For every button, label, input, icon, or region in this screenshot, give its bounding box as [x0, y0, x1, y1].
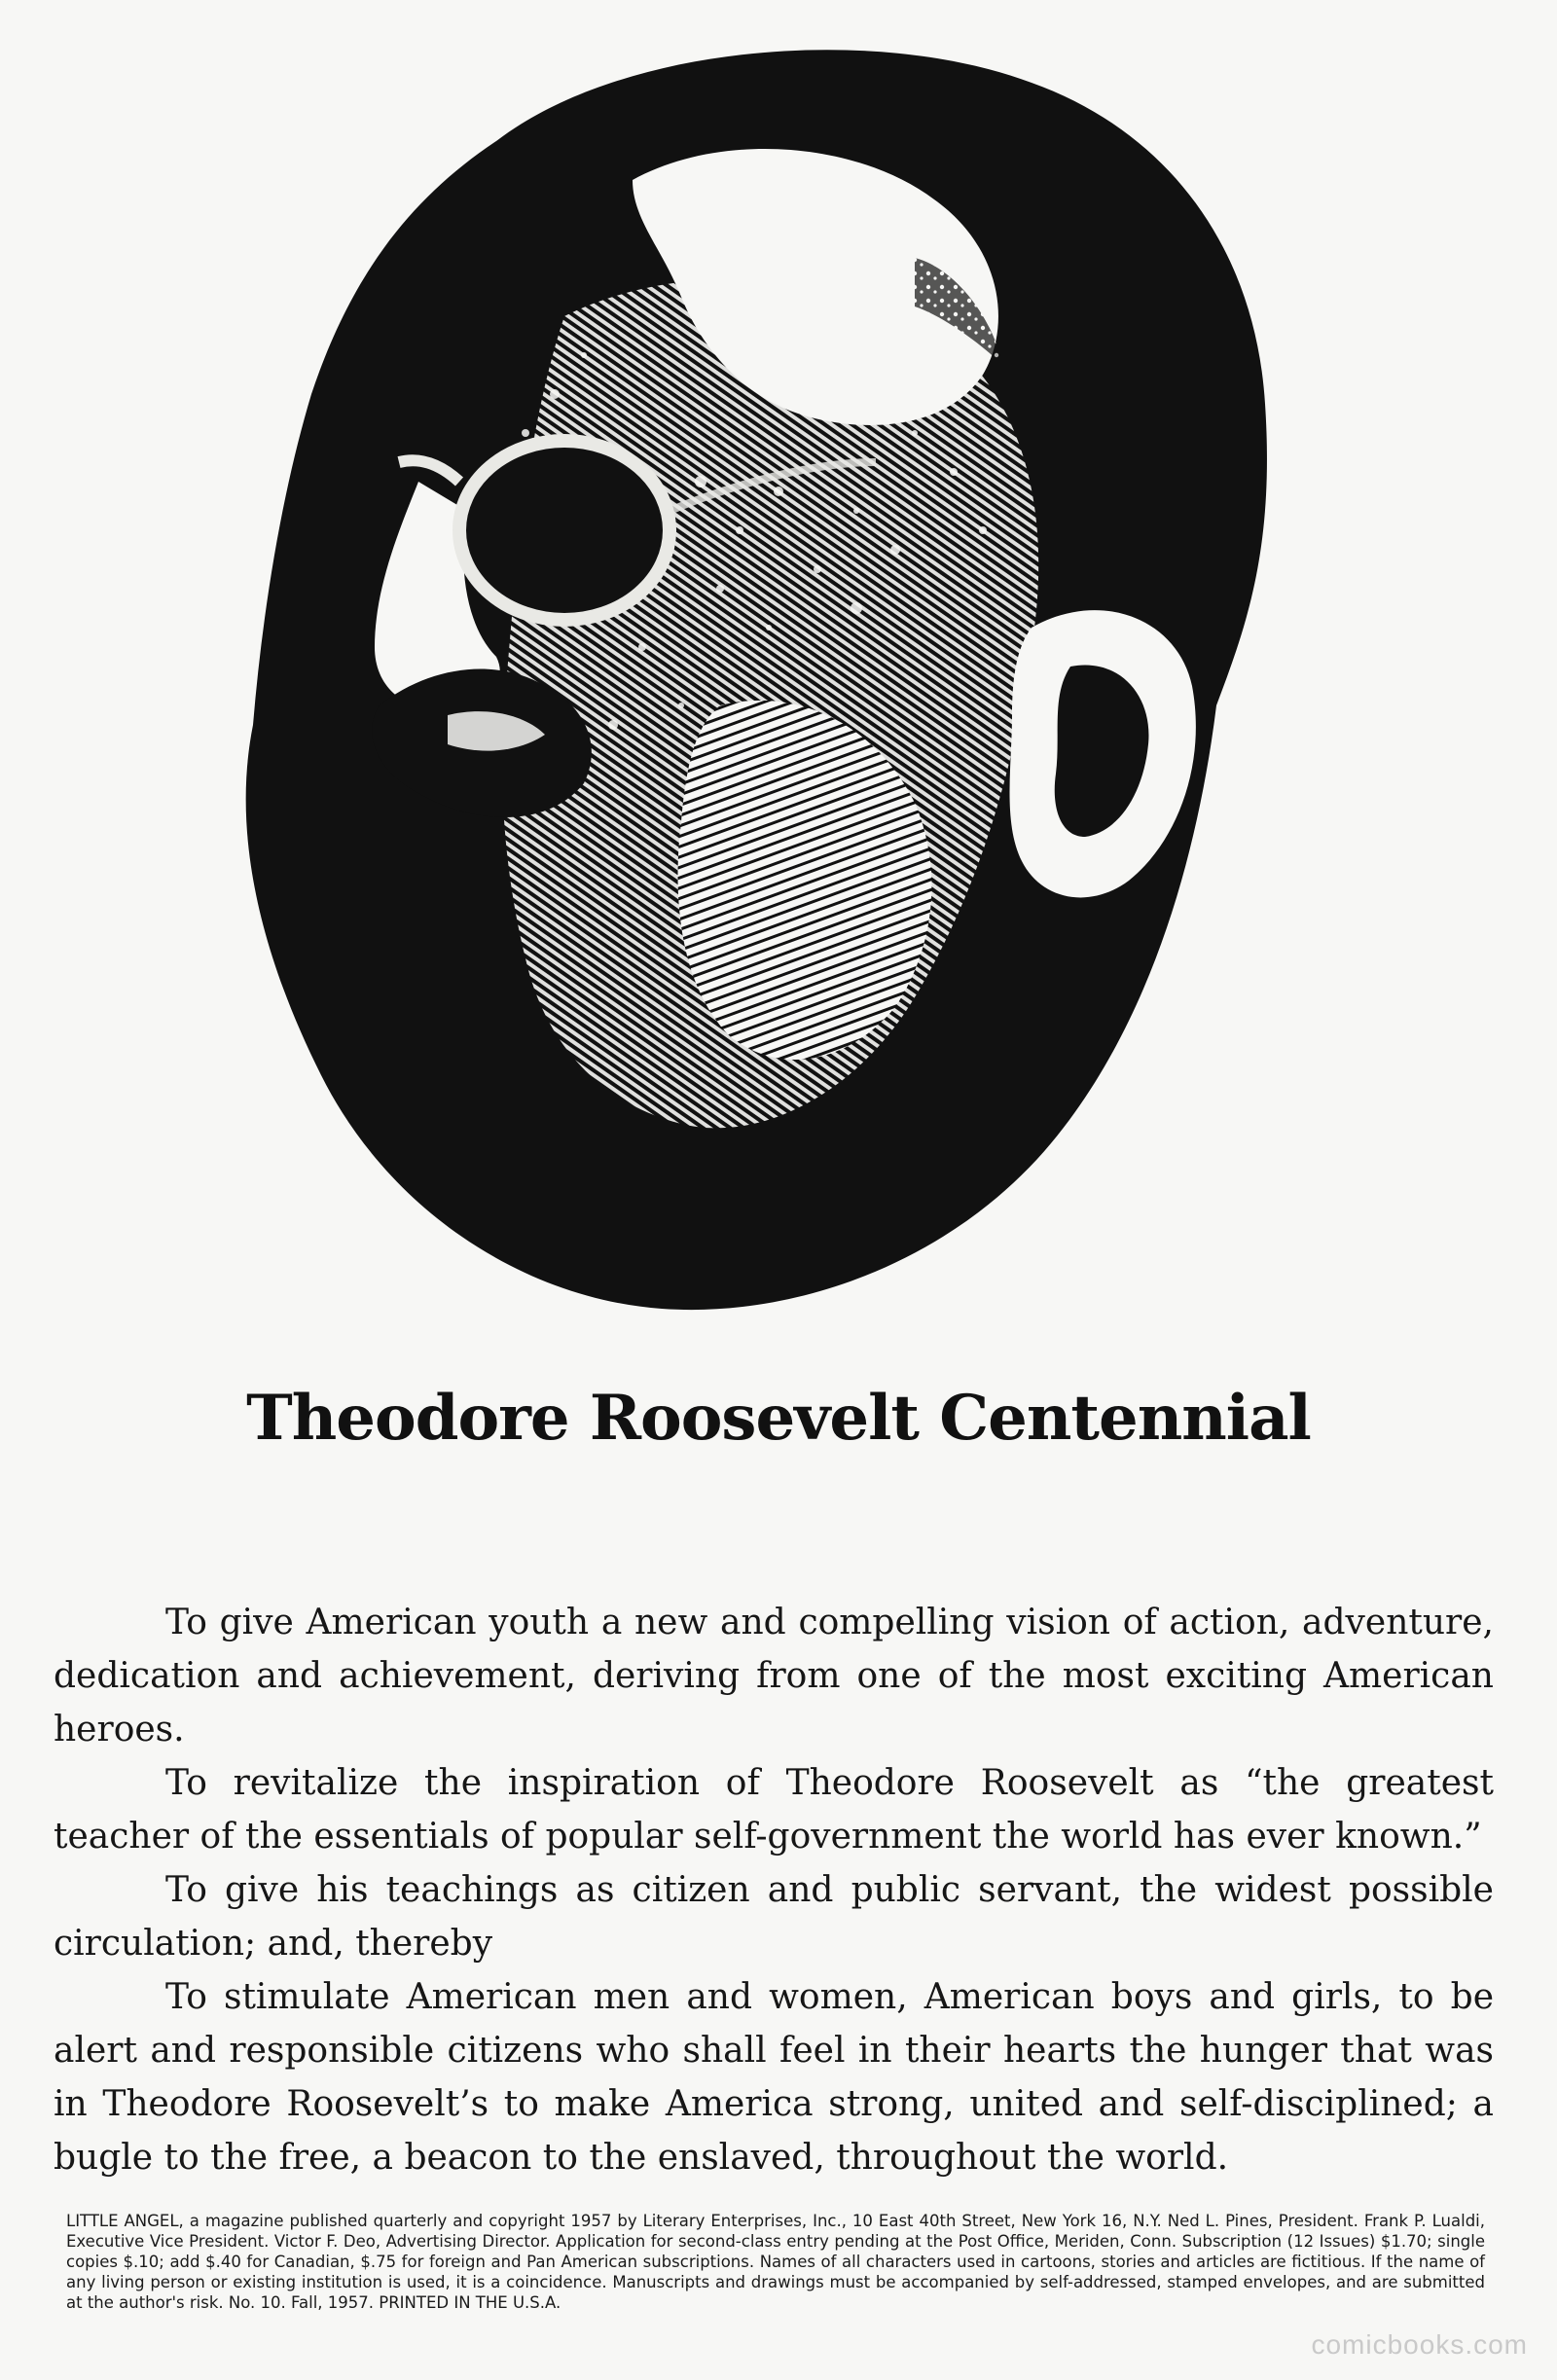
- watermark: comicbooks.com: [1311, 2329, 1528, 2360]
- paragraph-4: To stimulate American men and women, American boys and girls, to be alert and responsible citizens who shall feel in their hearts the hunger that was in Theodore Roosevelt’s to make America strong, united and self-disciplined; a bugle to the free, a beacon to the enslaved, throughout the world.: [54, 1977, 1494, 2178]
- body-text: [54, 1596, 1494, 2184]
- paragraph-1: To give American youth a new and compelling vision of action, adventure, dedication and achievement, deriving from one of the most exciting American heroes.: [54, 1603, 1494, 1749]
- paragraph-3: To give his teachings as citizen and public servant, the widest possible circulation; and, thereby: [54, 1870, 1494, 1964]
- page-title: Theodore Roosevelt Centennial: [246, 1382, 1311, 1455]
- publication-fine-print: LITTLE ANGEL, a magazine published quarterly and copyright 1957 by Literary Enterprises, Inc., 10 East 40th Street, New York 16, N.Y. Ned L. Pines, President. Frank P. Lualdi, Executive Vice President. Victor F. Deo, Advertising Director. Application for second-class entry pending at the Post Office, Meriden, Conn. Subscription (12 Issues) $1.70; single copies $.10; add $.40 for Canadian, $.75 for foreign and Pan American subscriptions. Names of all characters used in cartoons, stories and articles are fictitious. If the name of any living person or existing institution is used, it is a coincidence. Manuscripts and drawings must be accompanied by self-addressed, stamped envelopes, and are submitted at the author's risk. No. 10. Fall, 1957. PRINTED IN THE U.S.A.: [66, 2212, 1485, 2312]
- paragraph-2: To revitalize the inspiration of Theodore Roosevelt as “the greatest teacher of the essentials of popular self-government the world has ever known.”: [54, 1763, 1494, 1857]
- roosevelt-portrait-illustration: [175, 24, 1323, 1348]
